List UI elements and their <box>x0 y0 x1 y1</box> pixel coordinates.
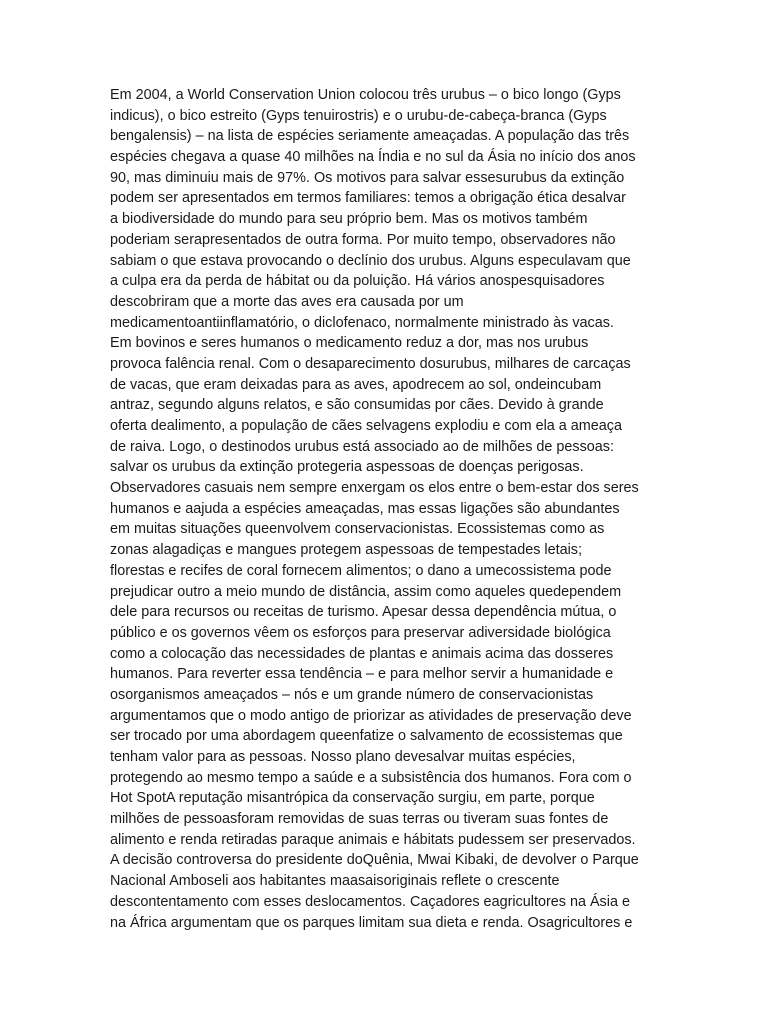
text-line: Em 2004, a World Conservation Union colocou três urubus – o bico longo (Gyps <box>110 87 621 103</box>
text-line: milhões de pessoasforam removidas de suas terras ou tiveram suas fontes de <box>110 811 609 828</box>
text-line: A decisão controversa do presidente doQuênia, Mwai Kibaki, de devolver o Parque <box>110 852 639 869</box>
text-line: como a colocação das necessidades de plantas e animais acima das dosseres <box>110 645 614 662</box>
text-line: osorganismos ameaçados – nós e um grande número de conservacionistas <box>110 686 594 703</box>
text-line: público e os governos vêem os esforços para preservar adiversidade biológica <box>110 624 611 641</box>
text-line: a biodiversidade do mundo para seu próprio bem. Mas os motivos também <box>110 211 588 228</box>
text-line: de raiva. Logo, o destinodos urubus está associado ao de milhões de pessoas: <box>110 438 615 455</box>
text-line: provoca falência renal. Com o desaparecimento dosurubus, milhares de carcaças <box>110 355 631 372</box>
text-line: ser trocado por uma abordagem queenfatize o salvamento de ecossistemas que <box>110 728 623 745</box>
text-line: espécies chegava a quase 40 milhões na Índia e no sul da Ásia no início dos anos <box>110 149 636 166</box>
text-line: Em bovinos e seres humanos o medicamento reduz a dor, mas nos urubus <box>110 335 589 352</box>
text-line: argumentamos que o modo antigo de priorizar as atividades de preservação deve <box>110 707 632 724</box>
text-line: zonas alagadiças e mangues protegem aspessoas de tempestades letais; <box>110 542 582 559</box>
text-line: antraz, segundo alguns relatos, e são consumidas por cães. Devido à grande <box>110 397 604 414</box>
text-line: oferta dealimento, a população de cães selvagens explodiu e com ela a ameaça <box>110 418 622 434</box>
text-line: Hot SpotA reputação misantrópica da conservação surgiu, em parte, porque <box>110 790 595 807</box>
text-line: de vacas, que eram deixadas para as aves, apodrecem ao sol, ondeincubam <box>110 376 602 393</box>
text-line: Nacional Amboseli aos habitantes maasaisoriginais reflete o crescente <box>110 873 560 890</box>
text-line: podem ser apresentados em termos familiares: temos a obrigação ética desalvar <box>110 190 626 207</box>
text-line: sabiam o que estava provocando o declínio dos urubus. Alguns especulavam que <box>110 252 631 269</box>
text-line: medicamentoantiinflamatório, o diclofenaco, normalmente ministrado às vacas. <box>110 314 614 331</box>
text-line: dele para recursos ou receitas de turismo. Apesar dessa dependência mútua, o <box>110 604 617 621</box>
text-line: na África argumentam que os parques limitam sua dieta e renda. Osagricultores e <box>110 914 633 931</box>
text-line: 90, mas diminuiu mais de 97%. Os motivos para salvar essesurubus da extinção <box>110 169 625 186</box>
text-line: Observadores casuais nem sempre enxergam os elos entre o bem-estar dos seres <box>110 480 639 497</box>
text-line: prejudicar outro a meio mundo de distância, assim como aqueles quedependem <box>110 583 622 600</box>
body-text <box>110 85 670 933</box>
text-line: em muitas situações queenvolvem conservacionistas. Ecossistemas como as <box>110 521 605 538</box>
text-line: alimento e renda retiradas paraque animais e hábitats pudessem ser preservados. <box>110 831 636 848</box>
text-line: tenham valor para as pessoas. Nosso plano devesalvar muitas espécies, <box>110 749 576 765</box>
text-line: a culpa era da perda de hábitat ou da poluição. Há vários anospesquisadores <box>110 273 605 290</box>
text-line: descobriram que a morte das aves era causada por um <box>110 293 464 310</box>
text-line: humanos. Para reverter essa tendência – e para melhor servir a humanidade e <box>110 666 614 683</box>
text-line: protegendo ao mesmo tempo a saúde e a subsistência dos humanos. Fora com o <box>110 769 632 786</box>
text-line: descontentamento com esses deslocamentos. Caçadores eagricultores na Ásia e <box>110 893 630 910</box>
text-line: humanos e aajuda a espécies ameaçadas, mas essas ligações são abundantes <box>110 500 620 517</box>
text-line: bengalensis) – na lista de espécies seriamente ameaçadas. A população das três <box>110 128 630 145</box>
text-line: poderiam serapresentados de outra forma. Por muito tempo, observadores não <box>110 231 616 248</box>
text-line: indicus), o bico estreito (Gyps tenuirostris) e o urubu-de-cabeça-branca (Gyps <box>110 107 607 124</box>
text-line: florestas e recifes de coral fornecem alimentos; o dano a umecossistema pode <box>110 562 612 579</box>
text-line: salvar os urubus da extinção protegeria aspessoas de doenças perigosas. <box>110 459 584 476</box>
